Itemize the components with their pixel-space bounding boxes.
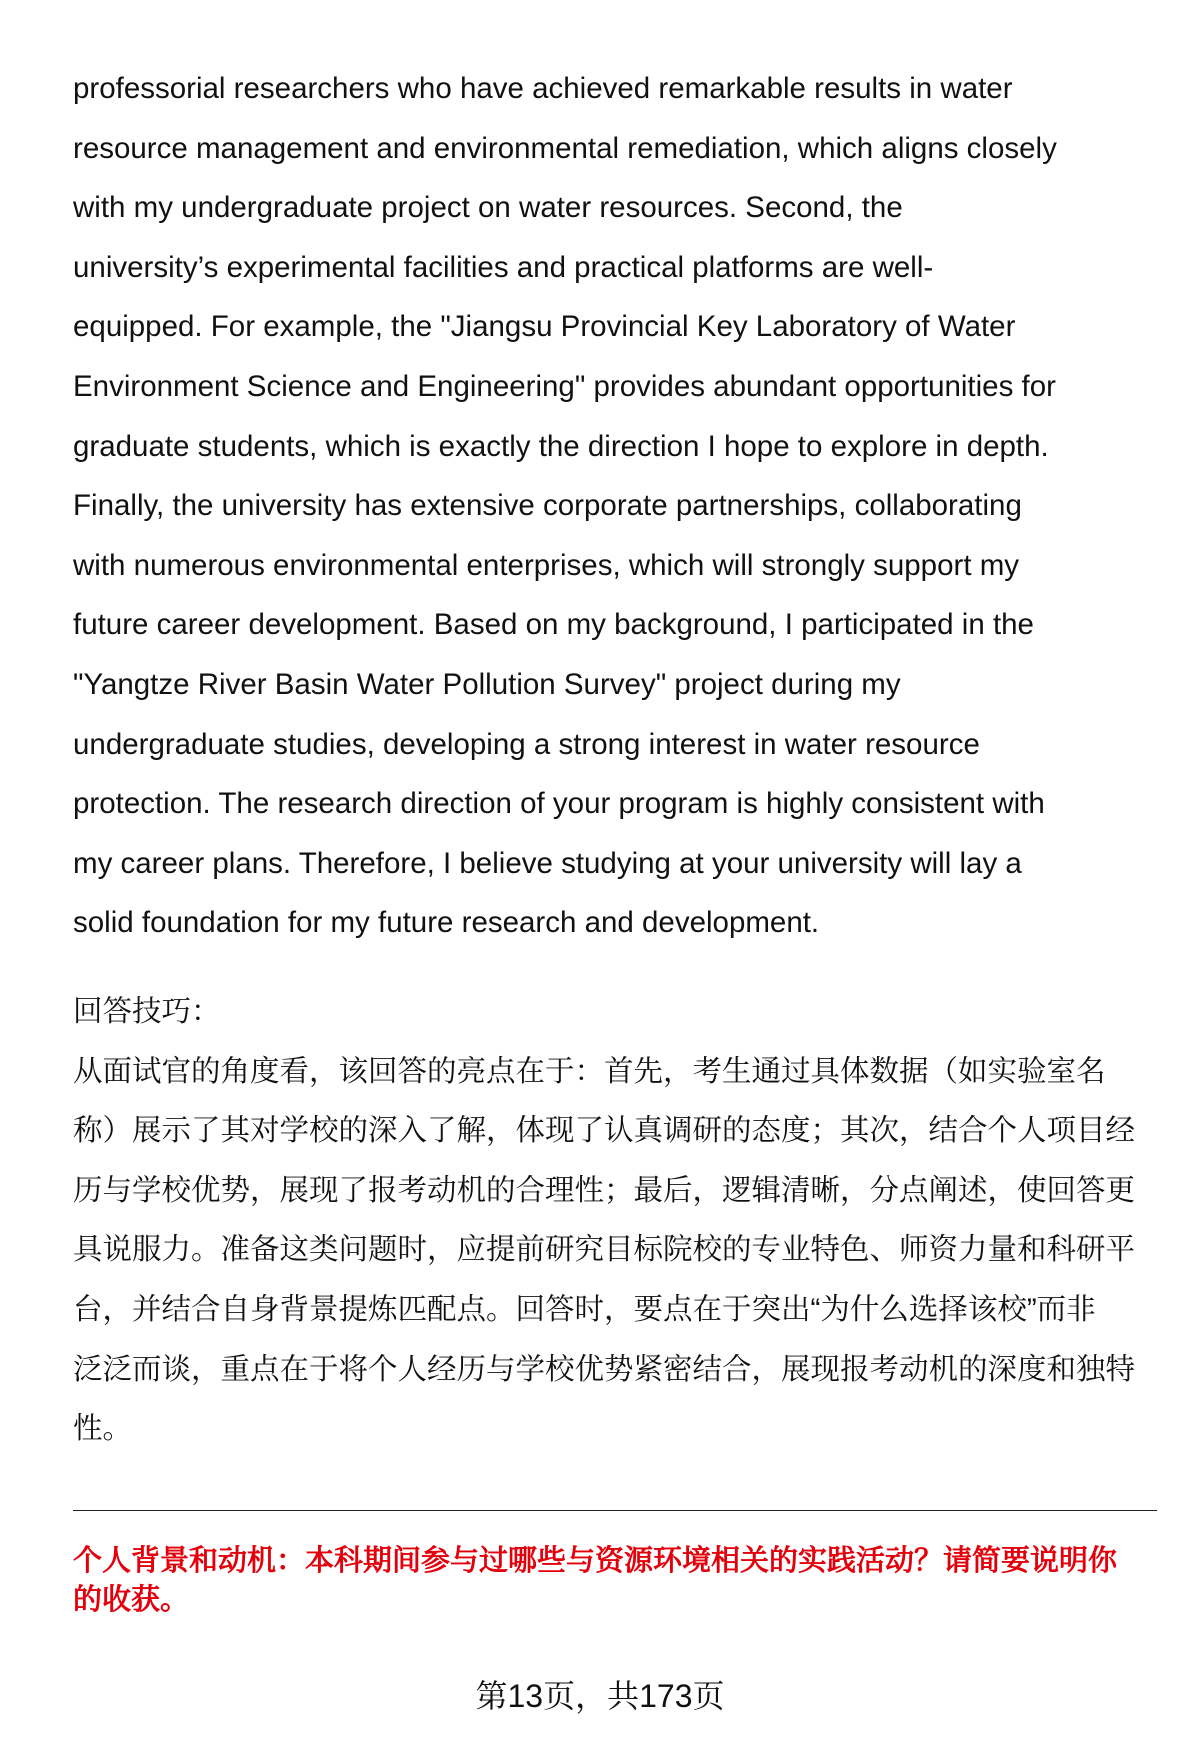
- answer-line: with my undergraduate project on water resources. Second, the: [73, 191, 903, 225]
- tips-line: 泛泛而谈，重点在于将个人经历与学校优势紧密结合，展现报考动机的深度和独特: [73, 1352, 1136, 1386]
- tips-line: 称）展示了其对学校的深入了解，体现了认真调研的态度；其次，结合个人项目经: [73, 1114, 1136, 1148]
- tips-line: 具说服力。准备这类问题时，应提前研究目标院校的专业特色、师资力量和科研平: [73, 1233, 1136, 1267]
- tips-heading: 回答技巧：: [73, 995, 221, 1028]
- answer-paragraph: [73, 59, 1163, 953]
- answer-line: solid foundation for my future research and development.: [73, 906, 820, 940]
- tips-line: 从面试官的角度看，该回答的亮点在于：首先，考生通过具体数据（如实验室名: [73, 1054, 1106, 1088]
- answer-line: resource management and environmental remediation, which aligns closely: [73, 131, 1057, 165]
- answer-line: with numerous environmental enterprises, which will strongly support my: [73, 548, 1020, 582]
- answer-line: university’s experimental facilities and practical platforms are well-: [73, 250, 934, 284]
- section-divider: [73, 1510, 1157, 1511]
- tips-line: 台，并结合自身背景提炼匹配点。回答时，要点在于突出“为什么选择该校”而非: [73, 1292, 1096, 1326]
- next-question: [73, 1542, 1163, 1620]
- tips-line: 历与学校优势，展现了报考动机的合理性；最后，逻辑清晰，分点阐述，使回答更: [73, 1173, 1136, 1207]
- answer-line: professorial researchers who have achieved remarkable results in water: [73, 72, 1013, 105]
- answer-line: "Yangtze River Basin Water Pollution Survey" project during my: [73, 667, 901, 701]
- answer-line: undergraduate studies, developing a strong interest in water resource: [73, 727, 980, 761]
- answer-line: my career plans. Therefore, I believe studying at your university will lay a: [73, 846, 1022, 880]
- answer-line: Finally, the university has extensive corporate partnerships, collaborating: [73, 489, 1022, 523]
- page-number: 第13页，共173页: [475, 1678, 725, 1714]
- question-line: 个人背景和动机：本科期间参与过哪些与资源环境相关的实践活动？请简要说明你: [73, 1545, 1118, 1577]
- answer-line: future career development. Based on my background, I participated in the: [73, 608, 1034, 642]
- question-line: 的收获。: [73, 1584, 190, 1616]
- answer-line: graduate students, which is exactly the direction I hope to explore in depth.: [73, 429, 1049, 463]
- answer-line: protection. The research direction of your program is highly consistent with: [73, 787, 1045, 821]
- answer-line: equipped. For example, the "Jiangsu Provincial Key Laboratory of Water: [73, 310, 1016, 344]
- tips-section: [73, 982, 1163, 1459]
- answer-line: Environment Science and Engineering" provides abundant opportunities for: [73, 369, 1056, 403]
- tips-line: 性。: [73, 1412, 133, 1446]
